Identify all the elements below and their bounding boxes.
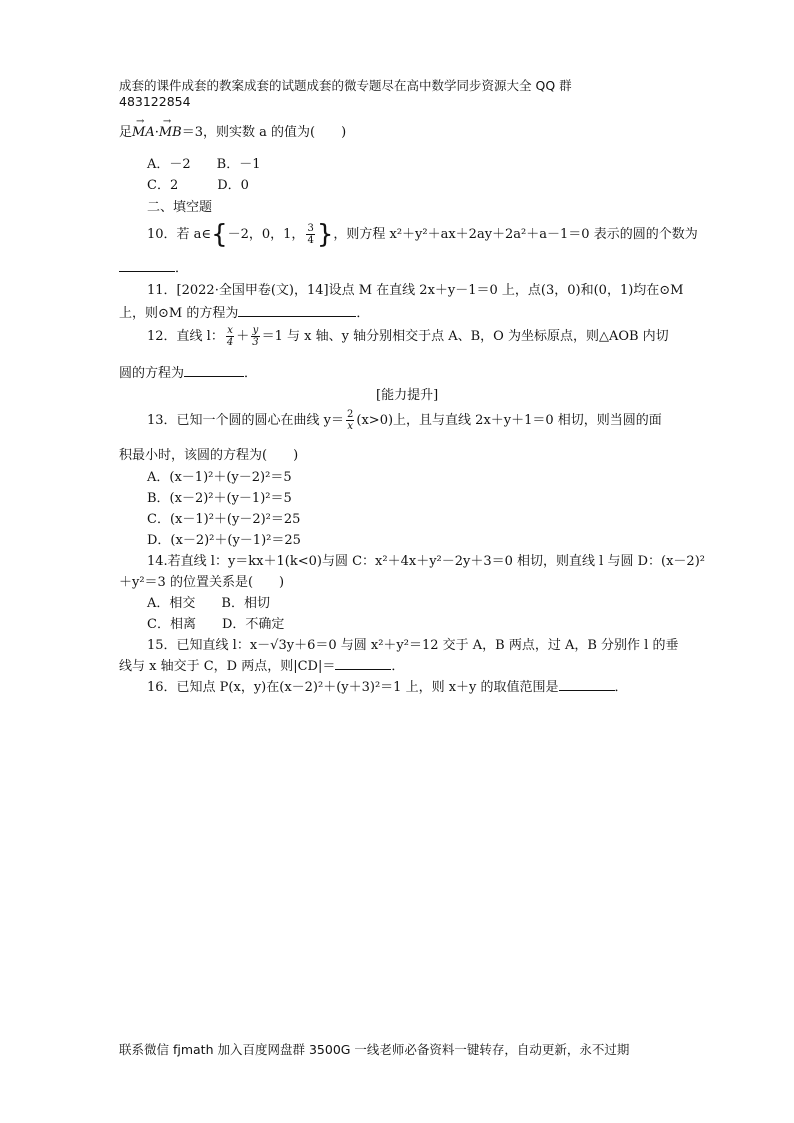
q14-line-2: ＋y²＝3 的位置关系是( ) bbox=[119, 575, 285, 590]
q9-rest: ＝3，则实数 a 的值为( ) bbox=[181, 125, 347, 140]
q13-option-c: C．(x－1)²＋(y－2)²＝25 bbox=[147, 512, 301, 527]
left-brace: { bbox=[211, 219, 228, 250]
q11-line-1: 11．[2022·全国甲卷(文)，14]设点 M 在直线 2x＋y－1＝0 上，点(3，0)和(0，1)均在⊙M bbox=[147, 283, 684, 298]
q10-set: －2，0，1， bbox=[227, 227, 305, 242]
q16-line-1: 16．已知点 P(x，y)在(x－2)²＋(y＋3)²＝1 上，则 x＋y 的取值范围是 ． bbox=[147, 680, 628, 695]
fraction-y-3: $\frac{y}{3}$ bbox=[252, 325, 259, 348]
answer-blank[interactable] bbox=[238, 304, 356, 317]
answer-blank[interactable] bbox=[559, 678, 615, 691]
q12-line-1: 12．直线 l： $\frac{x}{4}$ ＋ $\frac{y}{3}$ ＝1 与 x 轴、y 轴分别相交于点 A、B，O 为坐标原点，则△AOB 内切 bbox=[147, 325, 669, 348]
header-line-2: 483122854 bbox=[119, 94, 191, 109]
fraction-3-4: $\frac{3}{4}$ bbox=[307, 223, 314, 246]
q9-options-row-1: A．－2 B．－1 bbox=[147, 157, 261, 172]
q13-line-1: 13．已知一个圆的圆心在曲线 y＝ $\frac{2}{x}$ (x>0)上，且与直线 2x＋y＋1＝0 相切，则当圆的面 bbox=[147, 409, 662, 432]
right-brace: } bbox=[316, 219, 334, 250]
q9-stem bbox=[119, 116, 347, 140]
q14-line-1: 14.若直线 l：y＝kx＋1(k<0)与圆 C：x²＋4x＋y²－2y＋3＝0 相切，则直线 l 与圆 D：(x－2)² bbox=[147, 554, 705, 569]
footer-note: 联系微信 fjmath 加入百度网盘群 3500G 一线老师必备资料一键转存，自动更新，永不过期 bbox=[119, 1042, 630, 1057]
q9-prefix: 足 bbox=[119, 125, 133, 140]
q10-line-2: ． bbox=[119, 257, 188, 276]
q13-option-d: D．(x－2)²＋(y－1)²＝25 bbox=[147, 533, 301, 548]
vector-ma: → MA bbox=[132, 116, 155, 140]
answer-blank[interactable] bbox=[184, 364, 244, 377]
fraction-2-x: $\frac{2}{x}$ bbox=[347, 409, 354, 432]
vector-mb: → MB bbox=[158, 116, 182, 140]
q13-line-2: 积最小时，该圆的方程为( ) bbox=[119, 448, 299, 463]
q14-options-row-1: A．相交 B．相切 bbox=[147, 596, 270, 611]
q15-line-1: 15．已知直线 l：x－√3y＋6＝0 与圆 x²＋y²＝12 交于 A，B 两点，过 A，B 分别作 l 的垂 bbox=[147, 638, 679, 653]
q11-line-2: 上，则⊙M 的方程为 ． bbox=[119, 306, 370, 321]
fraction-x-4: $\frac{x}{4}$ bbox=[226, 325, 234, 348]
section-fill-blank: 二、填空题 bbox=[147, 200, 213, 215]
section-ability-boost: [能力提升] bbox=[376, 388, 439, 403]
q14-options-row-2: C．相离 D．不确定 bbox=[147, 617, 285, 632]
q15-line-2: 线与 x 轴交于 C，D 两点，则|CD|＝ ． bbox=[119, 659, 405, 674]
q12-line-2: 圆的方程为 ． bbox=[119, 366, 258, 381]
dot-operator: · bbox=[154, 125, 159, 140]
answer-blank[interactable] bbox=[335, 657, 391, 670]
q9-options-row-2: C．2 D．0 bbox=[147, 178, 249, 193]
q10-line-1: 10．若 a∈{－2，0，1， $\frac{3}{4}$ }，则方程 x²＋y²＋ax＋2ay＋2a²＋a－1＝0 表示的圆的个数为 bbox=[147, 219, 698, 250]
answer-blank[interactable] bbox=[119, 259, 175, 272]
q13-option-b: B．(x－2)²＋(y－1)²＝5 bbox=[147, 491, 292, 506]
header-line-1: 成套的课件成套的教案成套的试题成套的微专题尽在高中数学同步资源大全 QQ 群 bbox=[119, 78, 572, 93]
q13-option-a: A．(x－1)²＋(y－2)²＝5 bbox=[147, 470, 292, 485]
